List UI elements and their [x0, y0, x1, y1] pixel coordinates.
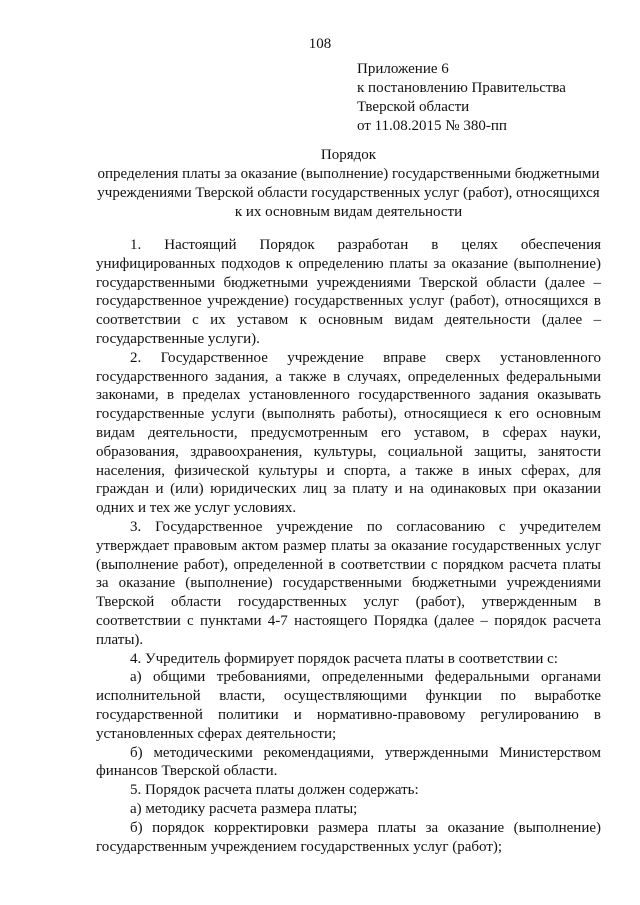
paragraph-1: 1. Настоящий Порядок разработан в целях обеспечения унифицированных подходов к определению платы за оказание (выполнение) государственными бюджетными учреждениями Тверской области (далее – государственное учреждение) государственных услуг (работ), относящихся в соответствии с их уставом к основным видам деятельности (далее – государственные услуги). — [96, 237, 601, 347]
title-subtitle: определения платы за оказание (выполнение) государственными бюджетными учреждениями Тверской области государственных услуг (работ), относящихся к их основным видам деятельности — [97, 166, 600, 220]
document-body — [96, 236, 601, 856]
page-number: 108 — [308, 36, 332, 52]
paragraph-5b: б) порядок корректировки размера платы за оказание (выполнение) государственным учреждением государственных услуг (работ); — [96, 819, 601, 855]
paragraph-4b: б) методическими рекомендациями, утвержденными Министерством финансов Тверской области. — [96, 744, 601, 780]
appendix-line: к постановлению Правительства — [357, 80, 566, 96]
appendix-line: Приложение 6 — [357, 61, 449, 77]
paragraph-5: 5. Порядок расчета платы должен содержать: — [130, 782, 419, 799]
paragraph-4a: а) общими требованиями, определенными федеральными органами исполнительной власти, осуществляющими функции по выработке государственной политики и нормативно-правовому регулированию в установленных сферах деятельности; — [96, 669, 601, 742]
appendix-block — [357, 60, 566, 136]
document-title — [96, 146, 601, 222]
paragraph-4: 4. Учредитель формирует порядок расчета платы в соответствии с: — [130, 650, 558, 667]
appendix-line: от 11.08.2015 № 380-пп — [357, 118, 507, 134]
paragraph-5a: а) методику расчета размера платы; — [130, 800, 358, 817]
paragraph-3: 3. Государственное учреждение по согласованию с учредителем утверждает правовым актом размер платы за оказание государственных услуг (выполнение работ), определенной в соответствии с порядком расчета платы за оказание (выполнение) государственными бюджетными учреждениями Тверской области государственных услуг (работ), утвержденным в соответствии с пунктами 4-7 настоящего Порядка (далее – порядок расчета платы). — [96, 518, 601, 648]
paragraph-2: 2. Государственное учреждение вправе сверх установленного государственного задания, а также в случаях, определенных федеральными законами, в пределах установленного государственного задания оказывать государственные услуги (выполнять работы), относящиеся к его основным видам деятельности, предусмотренным его уставом, в сферах науки, образования, здравоохранения, культуры, социальной защиты, занятости населения, физической культуры и спорта, а также в иных сферах, для граждан и (или) юридических лиц за плату и на одинаковых при оказании одних и тех же услуг условиях. — [96, 349, 601, 517]
title-heading: Порядок — [320, 147, 377, 163]
appendix-line: Тверской области — [357, 99, 470, 115]
